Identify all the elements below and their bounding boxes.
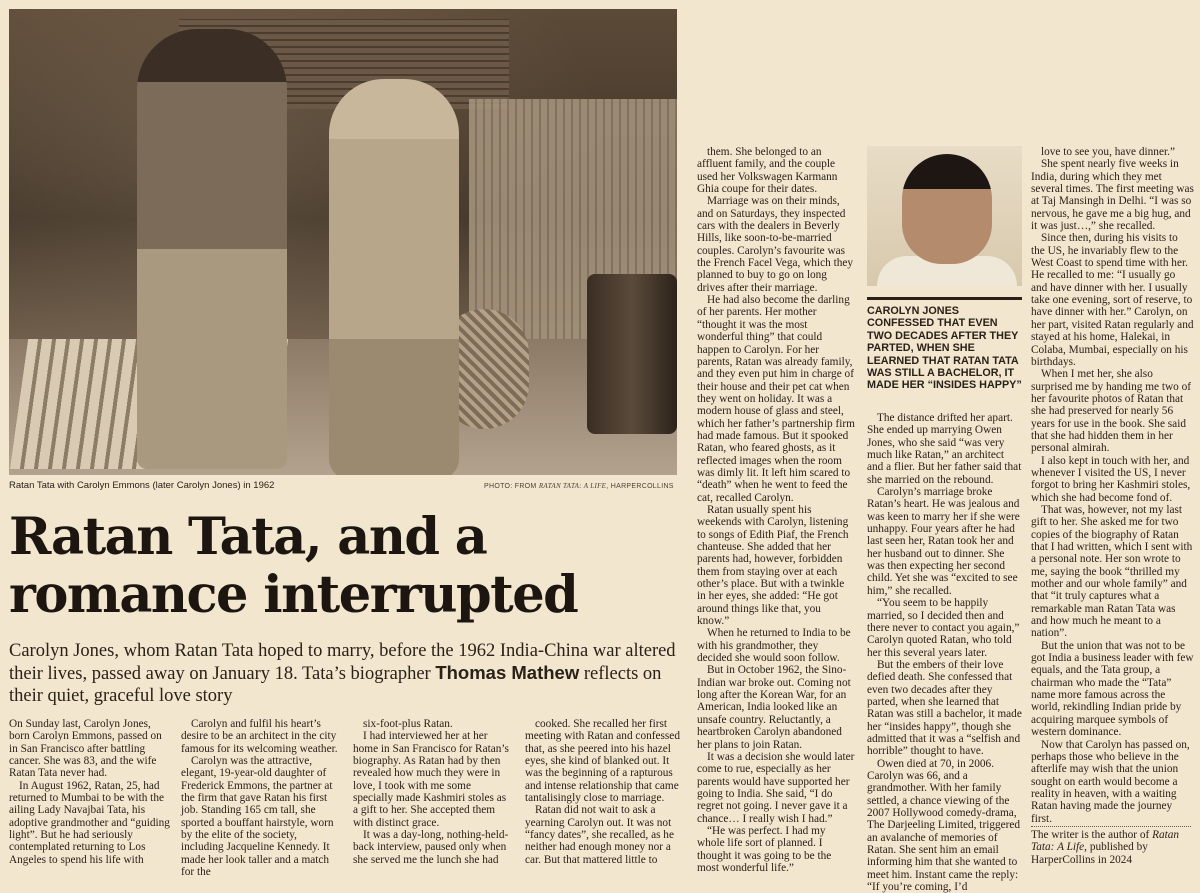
paragraph: She spent nearly five weeks in India, during which they met several times. The first meeting was at Taj Mansingh in Delhi. “I was so nervous, he gave me a big hug, and it was just…,” she recalled. xyxy=(1031,158,1194,233)
photo-credit: PHOTO: FROM RATAN TATA: A LIFE, HARPERCOLLINS xyxy=(484,482,674,490)
column-4 xyxy=(525,718,685,866)
divider xyxy=(1031,826,1191,827)
headline: Ratan Tata, and a romance interrupted xyxy=(9,507,578,625)
inset-portrait-photo xyxy=(867,146,1022,286)
paragraph: I also kept in touch with her, and whenever I visited the US, I never forgot to bring her Kashmiri stoles, which she had become fond of. xyxy=(1031,454,1191,504)
column-1 xyxy=(9,718,171,866)
paragraph: “He was perfect. I had my whole life sort of planned. I thought it was going to be the most wonderful life.” xyxy=(697,824,832,874)
column-6 xyxy=(867,412,1022,893)
paragraph: On Sunday last, Carolyn Jones, born Carolyn Emmons, passed on in San Francisco after battling cancer. She was 83, and the wife Ratan Tata never had. xyxy=(9,718,162,780)
paragraph: But the embers of their love defied death. She confessed that even two decades after they parted, when she learned that Ratan was still a bachelor, it made her “insides happy”, though she admitted that it was a “selfish and horrible” thought to have. xyxy=(867,658,1022,758)
paragraph: It was a decision she would later come to rue, especially as her parents would have supported her going to India. She said, “I do regret not going. I never gave it a chance… I really wish I had.” xyxy=(697,750,855,825)
paragraph: I had interviewed her at her home in San Francisco for Ratan’s biography. As Ratan had by then revealed how much they were in love, I took with me some specially made Kashmiri stoles as a gift to her. She accepted them with distinct grace. xyxy=(353,730,509,829)
paragraph: Since then, during his visits to the US, he invariably flew to the West Coast to spend time with her. He recalled to me: “I usually go and have dinner with her. I usually take one evening, sort of reserve, to have dinner with her.” Carolyn, on her part, visited Ratan regularly and stayed at his home, Halekai, in Colaba, Mumbai, especially on his birthdays. xyxy=(1031,232,1194,368)
paragraph: That was, however, not my last gift to her. She asked me for two copies of the biography of Ratan that I had written, which I sent with a personal note. Her son wrote to me, saying the book “thrilled my mother and our whole family” and that “it truly captures what a remarkable man Ratan Tata was and how much he meant to a nation”. xyxy=(1031,503,1193,640)
paragraph: Carolyn and fulfil his heart’s desire to be an architect in the city famous for its welcoming weather. xyxy=(181,718,338,755)
lead-photo xyxy=(9,9,677,475)
pull-quote: CAROLYN JONES CONFESSED THAT EVEN TWO DECADES AFTER THEY PARTED, WHEN SHE LEARNED THAT RATAN TATA WAS STILL A BACHELOR, IT MADE HER “INSIDES HAPPY” xyxy=(867,297,1022,392)
paragraph: Carolyn’s marriage broke Ratan’s heart. He was jealous and was keen to marry her if she were unhappy. Four years after he had last seen her, Ratan took her and her husband out to dinner. She was then expecting her second child. Yet she was “excited to see him,” she recalled. xyxy=(867,486,1020,597)
paragraph: In August 1962, Ratan, 25, had returned to Mumbai to be with the ailing Lady Navajbai Tata, his adoptive grandmother and “guiding light”. But he had seriously contemplated returning to Los Angeles to spend his life with xyxy=(9,779,170,866)
photo-figure-ratan xyxy=(137,29,287,469)
photo-figure-carolyn xyxy=(329,79,459,475)
column-7 xyxy=(1031,146,1194,825)
paragraph: Now that Carolyn has passed on, perhaps those who believe in the afterlife may wish that the union sought on earth would become a reality in heaven, with a waiting Ratan having made the journey first. xyxy=(1031,738,1190,825)
column-5 xyxy=(697,146,855,874)
column-2 xyxy=(181,718,341,878)
paragraph: Marriage was on their minds, and on Saturdays, they inspected cars with the dealers in Beverly Hills, like soon-to-be-married couples. Carolyn’s favourite was the French Facel Vega, which they planned to buy to go on long drives after their marriage. xyxy=(697,195,854,294)
paragraph: When he returned to India to be with his grandmother, they decided she would soon follow. xyxy=(697,627,851,665)
deck: Carolyn Jones, whom Ratan Tata hoped to marry, before the 1962 India-China war altered their lives, passed away on January 18. Tata’s biographer Thomas Mathew reflects on their quiet, graceful love story xyxy=(9,641,676,706)
column-3 xyxy=(353,718,513,866)
portrait-head xyxy=(902,154,992,264)
paragraph: Ratan did not wait to ask a yearning Carolyn out. It was not “fancy dates”, she recalled, as he neither had enough money nor a car. But that mattered little to xyxy=(525,804,674,866)
paragraph: But the union that was not to be got India a business leader with few equals, and the Tata group, a chairman who made the “Tata” name more famous across the world, rekindling Indian pride by acquiring marquee symbols of western dominance. xyxy=(1031,639,1194,739)
paragraph: love to see you, have dinner.” xyxy=(1041,146,1175,158)
author-tagline: The writer is the author of Ratan Tata: A Life, published by HarperCollins in 2024 xyxy=(1031,829,1180,866)
photo-drum xyxy=(587,274,677,434)
paragraph: them. She belonged to an affluent family, and the couple used her Volkswagen Karmann Ghia coupe for their dates. xyxy=(697,146,838,196)
paragraph: The distance drifted her apart. She ended up marrying Owen Jones, who she said “was very much like Ratan,” an architect and a flier. But her father said that she married on the rebound. xyxy=(867,412,1022,486)
paragraph: cooked. She recalled her first meeting with Ratan and confessed that, as she peered into his hazel eyes, she kind of blanked out. It was the beginning of a rapturous and intense relationship that came tantalisingly close to marriage. xyxy=(525,718,680,805)
photo-caption: Ratan Tata with Carolyn Emmons (later Carolyn Jones) in 1962 xyxy=(9,480,275,491)
paragraph: It was a day-long, nothing-held-back interview, paused only when she served me the lunch she had xyxy=(353,829,509,866)
paragraph: six-foot-plus Ratan. xyxy=(363,718,453,730)
paragraph: Owen died at 70, in 2006. Carolyn was 66, and a grandmother. With her family settled, a chance viewing of the 2007 Hollywood comedy-drama, The Darjeeling Limited, triggered an avalanche of memories of Ratan. She sent him an email informing him that she wanted to meet him. Instant came the reply: “If you’re coming, I’d xyxy=(867,757,1021,893)
paragraph: Ratan usually spent his weekends with Carolyn, listening to songs of Edith Piaf, the French chanteuse. She added that her parents had, however, forbidden them from staying over at each other’s place. But with a twinkle in her eyes, she added: “He got around things like that, you know.” xyxy=(697,503,849,628)
paragraph: When I met her, she also surprised me by handing me two of her favourite photos of Ratan that she had preserved for nearly 56 years for use in the book. She said that she had hidden them in her personal almirah. xyxy=(1031,368,1192,455)
paragraph: He had also become the darling of her parents. Her mother “thought it was the most wonderful thing” that could happen to Carolyn. For her parents, Ratan was already family, and they even put him in charge of their house and their pet cat when they went on holiday. It was a modern house of glass and steel, which her father’s partnership firm had made famous. But it spooked Ratan, who feared ghosts, as it reflected images when the room was dimly lit. It left him scared to “death” when he went to feed the cat, recalled Carolyn. xyxy=(697,294,855,504)
paragraph: Carolyn was the attractive, elegant, 19-year-old daughter of Frederick Emmons, the partner at the firm that gave Ratan his first job. Standing 165 cm tall, she sported a bouffant hairstyle, worn by the elite of the society, including Jacqueline Kennedy. It made her look taller and a match for the xyxy=(181,755,334,879)
paragraph: “You seem to be happily married, so I decided then and there never to contact you again,” Carolyn quoted Ratan, who told her this several years later. xyxy=(867,597,1020,659)
paragraph: But in October 1962, the Sino-Indian war broke out. Coming not long after the Korean War, for an American, India looked like an unsafe country. Reluctantly, a heartbroken Carolyn abandoned her plans to join Ratan. xyxy=(697,664,851,751)
